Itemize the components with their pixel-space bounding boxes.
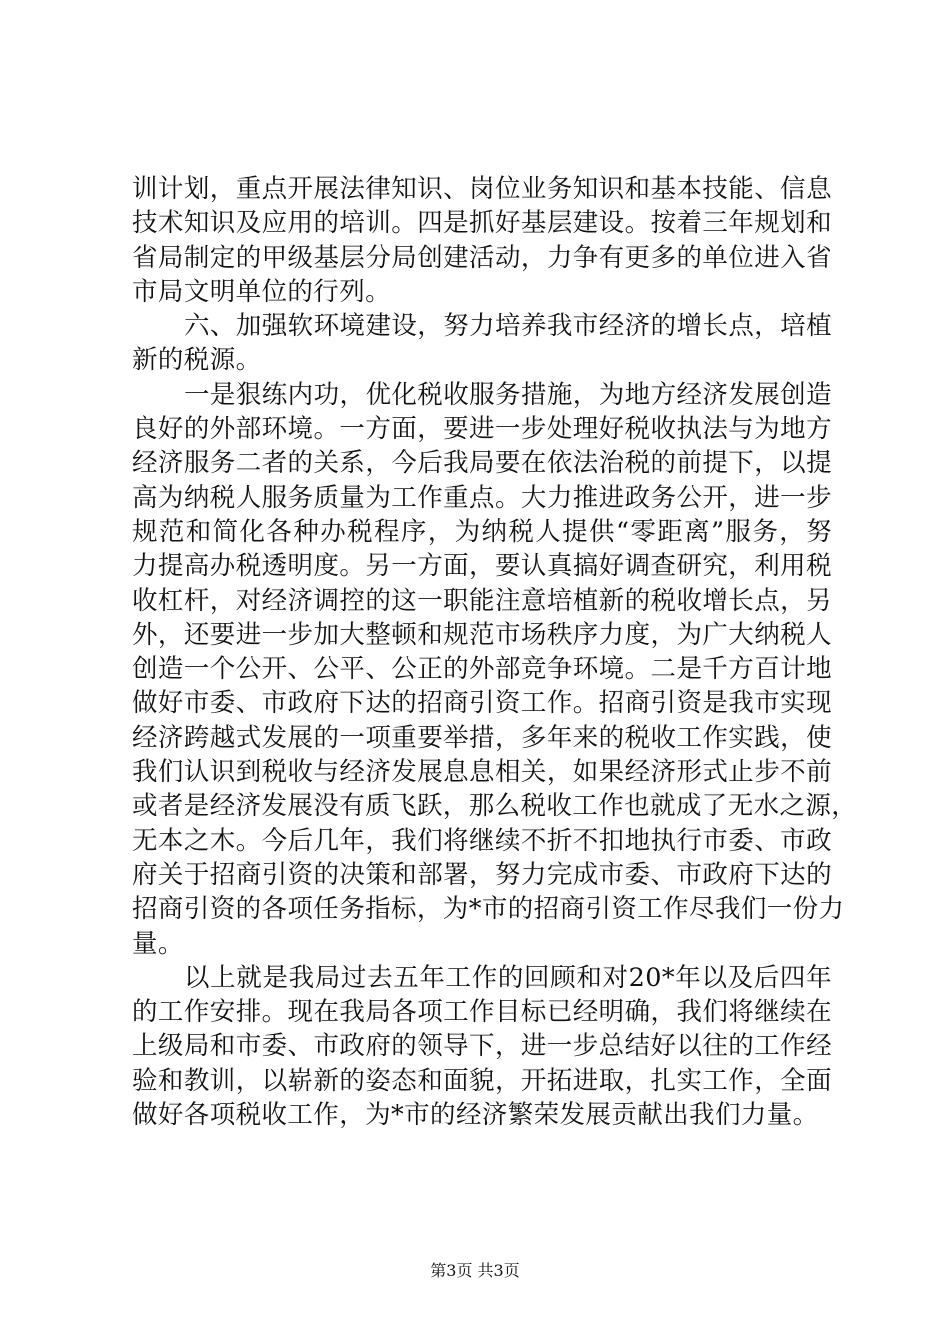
text-line: 规范和简化各种办税程序，为纳税人提供“零距离”服务，努 — [132, 516, 832, 547]
text-line: 我们认识到税收与经济发展息息相关，如果经济形式止步不前 — [132, 757, 832, 788]
paragraph-service-and-investment — [132, 378, 858, 961]
paragraph-training — [132, 172, 832, 309]
text-line: 六、加强软环境建设，努力培养我市经济的增长点，培植 — [184, 311, 832, 342]
text-line: 或者是经济发展没有质飞跃，那么税收工作也就成了无水之源， — [132, 791, 858, 822]
text-line: 良好的外部环境。一方面，要进一步处理好税收执法与为地方 — [132, 414, 832, 445]
text-line: 省局制定的甲级基层分局创建活动，力争有更多的单位进入省 — [132, 242, 832, 273]
text-line: 训计划，重点开展法律知识、岗位业务知识和基本技能、信息 — [132, 174, 832, 204]
text-line: 市局文明单位的行列。 — [132, 276, 392, 307]
text-line: 招商引资的各项任务指标，为*市的招商引资工作尽我们一份力 — [132, 894, 845, 925]
text-line: 的工作安排。现在我局各项工作目标已经明确，我们将继续在 — [132, 997, 832, 1028]
text-line: 做好市委、市政府下达的招商引资工作。招商引资是我市实现 — [132, 688, 832, 719]
text-line: 无本之木。今后几年，我们将继续不折不扣地执行市委、市政 — [132, 825, 832, 856]
text-line: 技术知识及应用的培训。四是抓好基层建设。按着三年规划和 — [132, 208, 832, 239]
text-line: 上级局和市委、市政府的领导下，进一步总结好以往的工作经 — [132, 1031, 832, 1062]
text-line: 外，还要进一步加大整顿和规范市场秩序力度，为广大纳税人 — [132, 619, 832, 650]
paragraph-list — [132, 172, 858, 1132]
text-line: 创造一个公开、公平、公正的外部竞争环境。二是千方百计地 — [132, 654, 832, 685]
text-line: 经济跨越式发展的一项重要举措，多年来的税收工作实践，使 — [132, 722, 832, 753]
text-line: 验和教训，以崭新的姿态和面貌，开拓进取，扎实工作，全面 — [132, 1065, 832, 1096]
text-line: 以上就是我局过去五年工作的回顾和对20*年以及后四年 — [184, 962, 832, 993]
paragraph-section-six-heading — [132, 309, 832, 378]
text-line: 新的税源。 — [132, 345, 262, 376]
text-line: 府关于招商引资的决策和部署，努力完成市委、市政府下达的 — [132, 859, 832, 890]
paragraph-conclusion — [132, 961, 832, 1132]
page-number-footer: 第3页 共3页 — [430, 1261, 520, 1280]
text-line: 高为纳税人服务质量为工作重点。大力推进政务公开，进一步 — [132, 482, 832, 513]
text-line: 量。 — [132, 928, 184, 959]
text-line: 经济服务二者的关系，今后我局要在依法治税的前提下，以提 — [132, 448, 832, 479]
document-body — [132, 172, 858, 1132]
text-line: 收杠杆，对经济调控的这一职能注意培植新的税收增长点，另 — [132, 585, 832, 616]
text-line: 做好各项税收工作，为*市的经济繁荣发展贡献出我们力量。 — [132, 1100, 819, 1131]
text-line: 一是狠练内功，优化税收服务措施，为地方经济发展创造 — [184, 379, 832, 410]
text-line: 力提高办税透明度。另一方面，要认真搞好调查研究，利用税 — [132, 551, 832, 582]
